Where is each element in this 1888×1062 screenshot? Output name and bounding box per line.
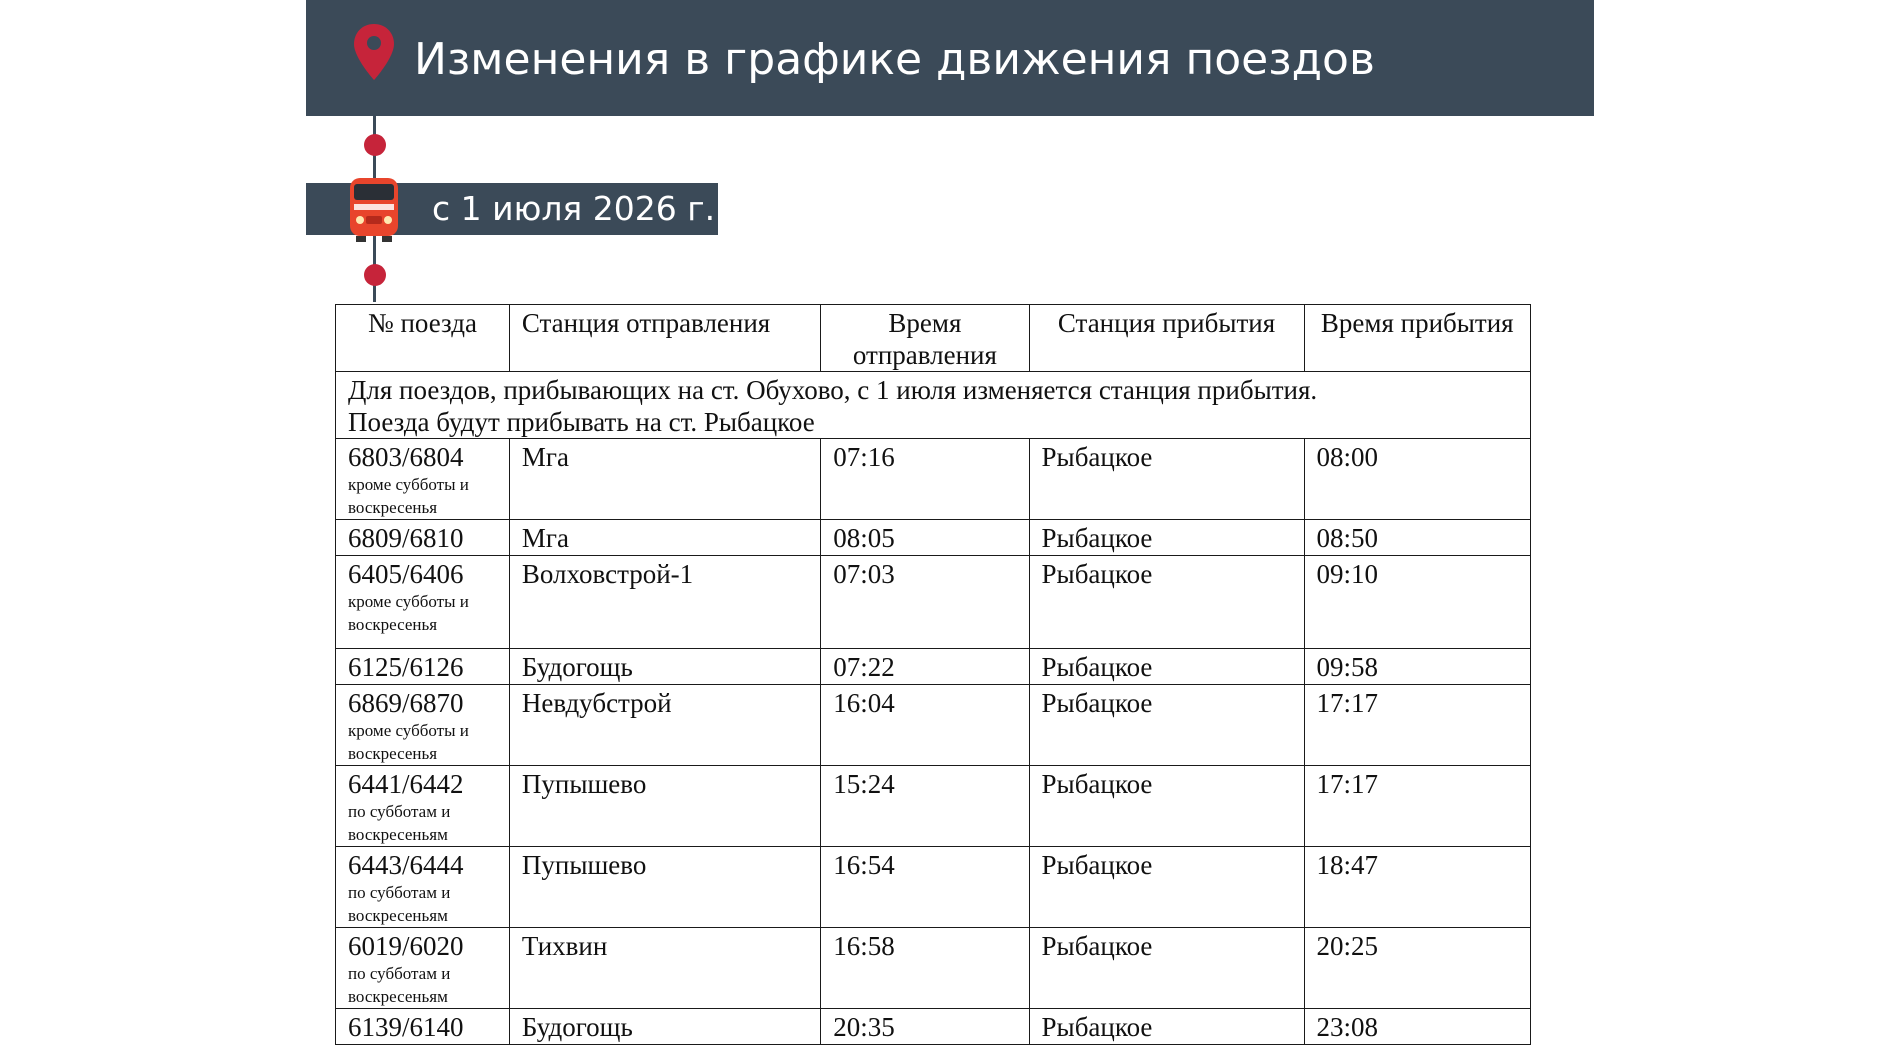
notice-line-1: Для поездов, прибывающих на ст. Обухово, с 1 июля изменяется станция прибытия. bbox=[348, 375, 1318, 405]
train-note: по субботам и воскресеньям bbox=[348, 964, 451, 1006]
table-row bbox=[336, 766, 1531, 847]
departure-station: Мга bbox=[509, 439, 820, 520]
train-number: 6019/6020 bbox=[348, 931, 464, 961]
arrival-station: Рыбацкое bbox=[1029, 766, 1304, 847]
arrival-station: Рыбацкое bbox=[1029, 928, 1304, 1009]
notice-line-2: Поезда будут прибывать на ст. Рыбацкое bbox=[348, 407, 815, 437]
arrival-time: 20:25 bbox=[1304, 928, 1530, 1009]
arrival-station: Рыбацкое bbox=[1029, 847, 1304, 928]
departure-time: 07:22 bbox=[821, 649, 1029, 685]
departure-time: 20:35 bbox=[821, 1009, 1029, 1045]
arrival-station: Рыбацкое bbox=[1029, 649, 1304, 685]
departure-station: Будогощь bbox=[509, 649, 820, 685]
table-row bbox=[336, 847, 1531, 928]
arrival-time: 09:58 bbox=[1304, 649, 1530, 685]
train-number: 6441/6442 bbox=[348, 769, 464, 799]
departure-time: 07:03 bbox=[821, 556, 1029, 649]
train-number: 6405/6406 bbox=[348, 559, 464, 589]
departure-station: Пупышево bbox=[509, 766, 820, 847]
train-icon bbox=[344, 174, 404, 244]
header-arrival-station: Станция прибытия bbox=[1029, 305, 1304, 372]
arrival-station: Рыбацкое bbox=[1029, 1009, 1304, 1045]
train-number-cell bbox=[336, 520, 510, 556]
train-number-cell bbox=[336, 439, 510, 520]
table-row bbox=[336, 928, 1531, 1009]
train-number-cell bbox=[336, 649, 510, 685]
header-train-number: № поезда bbox=[336, 305, 510, 372]
train-note: кроме субботы и воскресенья bbox=[348, 475, 469, 517]
table-row bbox=[336, 556, 1531, 649]
arrival-time: 17:17 bbox=[1304, 766, 1530, 847]
arrival-station: Рыбацкое bbox=[1029, 439, 1304, 520]
train-number-cell bbox=[336, 766, 510, 847]
departure-station: Тихвин bbox=[509, 928, 820, 1009]
departure-time: 07:16 bbox=[821, 439, 1029, 520]
departure-station: Будогощь bbox=[509, 1009, 820, 1045]
arrival-time: 23:08 bbox=[1304, 1009, 1530, 1045]
train-number-cell bbox=[336, 928, 510, 1009]
train-number: 6809/6810 bbox=[348, 523, 464, 553]
header-departure-time: Время отправления bbox=[821, 305, 1029, 372]
effective-date: с 1 июля 2026 г. bbox=[432, 189, 716, 228]
map-pin-icon bbox=[350, 22, 398, 82]
train-note: по субботам и воскресеньям bbox=[348, 802, 451, 844]
arrival-station: Рыбацкое bbox=[1029, 556, 1304, 649]
table-header-row bbox=[336, 305, 1531, 372]
departure-station: Пупышево bbox=[509, 847, 820, 928]
train-number: 6139/6140 bbox=[348, 1012, 464, 1042]
arrival-time: 18:47 bbox=[1304, 847, 1530, 928]
header-arrival-time: Время прибытия bbox=[1304, 305, 1530, 372]
arrival-station: Рыбацкое bbox=[1029, 685, 1304, 766]
notice-row bbox=[336, 372, 1531, 439]
departure-time: 08:05 bbox=[821, 520, 1029, 556]
departure-time: 16:58 bbox=[821, 928, 1029, 1009]
table-row bbox=[336, 1009, 1531, 1045]
notice-cell bbox=[336, 372, 1531, 439]
table-row bbox=[336, 520, 1531, 556]
train-number: 6803/6804 bbox=[348, 442, 464, 472]
arrival-time: 09:10 bbox=[1304, 556, 1530, 649]
arrival-time: 17:17 bbox=[1304, 685, 1530, 766]
train-number-cell bbox=[336, 1009, 510, 1045]
train-number: 6125/6126 bbox=[348, 652, 464, 682]
departure-station: Невдубстрой bbox=[509, 685, 820, 766]
departure-station: Волховстрой-1 bbox=[509, 556, 820, 649]
arrival-station: Рыбацкое bbox=[1029, 520, 1304, 556]
train-note: по субботам и воскресеньям bbox=[348, 883, 451, 925]
departure-station: Мга bbox=[509, 520, 820, 556]
departure-time: 16:04 bbox=[821, 685, 1029, 766]
timeline-dot-bottom bbox=[364, 264, 386, 286]
train-number: 6443/6444 bbox=[348, 850, 464, 880]
departure-time: 16:54 bbox=[821, 847, 1029, 928]
arrival-time: 08:00 bbox=[1304, 439, 1530, 520]
train-number-cell bbox=[336, 685, 510, 766]
table-row bbox=[336, 439, 1531, 520]
arrival-time: 08:50 bbox=[1304, 520, 1530, 556]
train-note: кроме субботы и воскресенья bbox=[348, 721, 469, 763]
page-title: Изменения в графике движения поездов bbox=[414, 34, 1375, 85]
train-note: кроме субботы и воскресенья bbox=[348, 592, 469, 634]
train-number-cell bbox=[336, 556, 510, 649]
table-row bbox=[336, 649, 1531, 685]
header-departure-station: Станция отправления bbox=[509, 305, 820, 372]
schedule-table bbox=[335, 304, 1531, 1045]
table-row bbox=[336, 685, 1531, 766]
timeline-dot-top bbox=[364, 134, 386, 156]
train-number: 6869/6870 bbox=[348, 688, 464, 718]
departure-time: 15:24 bbox=[821, 766, 1029, 847]
train-number-cell bbox=[336, 847, 510, 928]
